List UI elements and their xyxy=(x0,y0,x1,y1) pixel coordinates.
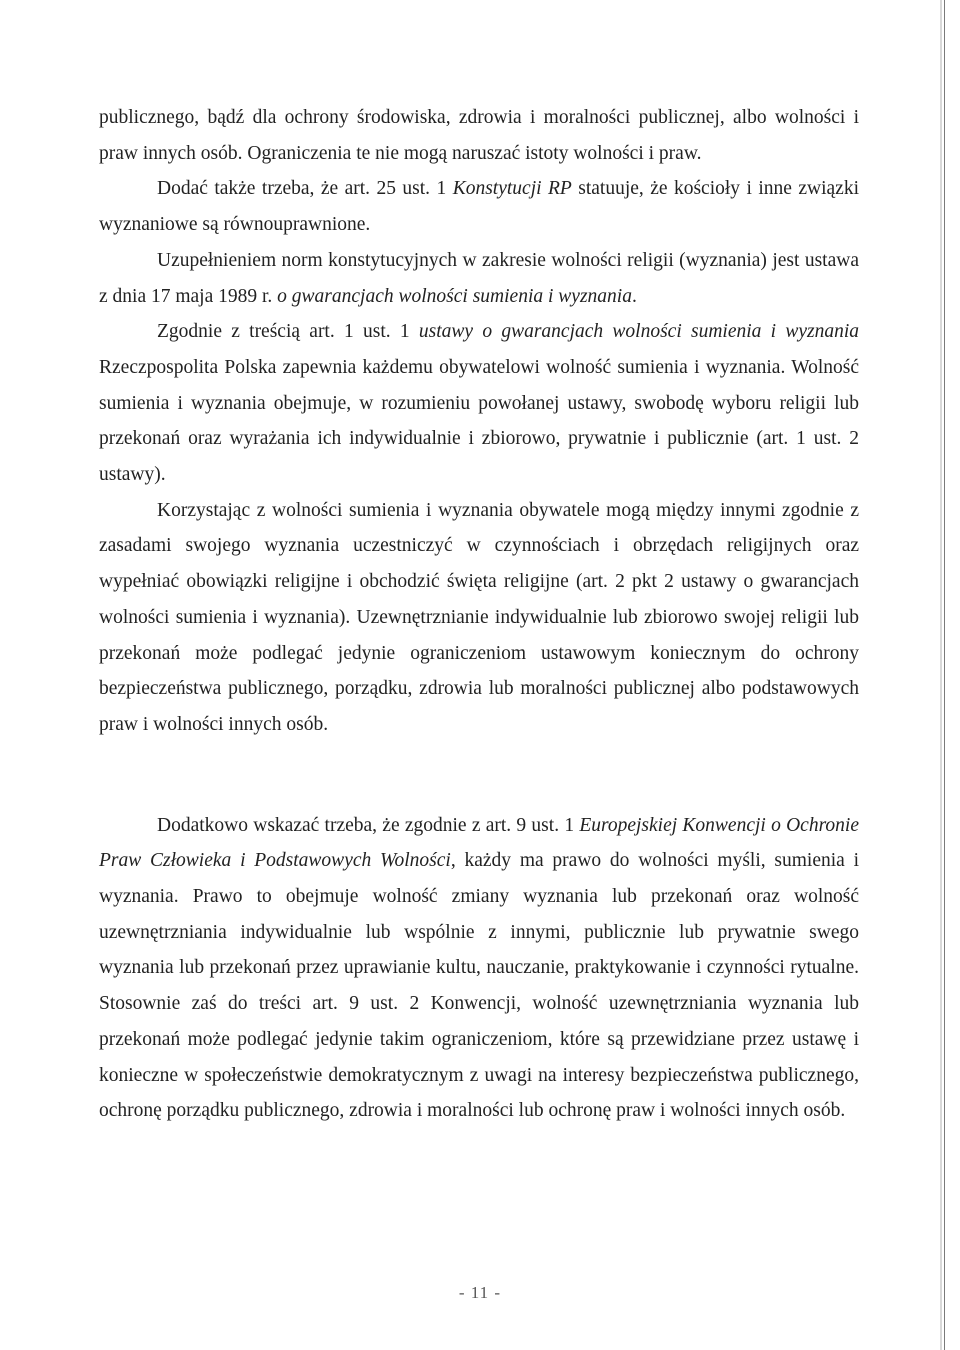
citation-act: ustawy o gwarancjach wolności sumienia i wyznania xyxy=(418,321,859,343)
paragraph-4: Zgodnie z treścią art. 1 ust. 1 ustawy o gwarancjach wolności sumienia i wyznania Rzeczpospolita Polska zapewnia każdemu obywatelowi wolność sumienia i wyznania. Wolność sumienia i wyznania obejmuje, w rozumieniu powołanej ustawy, swobodę wyboru religii lub przekonań oraz wyrażania ich indywidualnie i zbiorowo, prywatnie i publicznie (art. 1 ust. 2 ustawy). xyxy=(99,321,859,486)
scan-edge-line xyxy=(944,0,945,1350)
paragraph-5: Korzystając z wolności sumienia i wyznania obywatele mogą między innymi zgodnie z zasadami swojego wyznania uczestniczyć w czynnościach i obrzędach religijnych oraz wypełniać obowiązki religijne i obchodzić święta religijne (art. 2 pkt 2 ustawy o gwarancjach wolności sumienia i wyznania). Uzewnętrznianie indywidualnie lub zbiorowo swojej religii lub przekonań może podlegać jedynie ograniczeniom ustawowym koniecznym do ochrony bezpieczeństwa publicznego, porządku, zdrowia lub moralności publicznej albo podstawowych praw i wolności innych osób. xyxy=(99,499,859,735)
scan-edge-shadow xyxy=(940,0,942,1350)
paragraph-spacer xyxy=(99,743,859,808)
paragraph-3: Uzupełnieniem norm konstytucyjnych w zakresie wolności religii (wyznania) jest ustawa z dnia 17 maja 1989 r. o gwarancjach wolności sumienia i wyznania. xyxy=(99,249,859,307)
paragraph-1: publicznego, bądź dla ochrony środowiska, zdrowia i moralności publicznej, albo wolności i praw innych osób. Ograniczenia te nie mogą naruszać istoty wolności i praw. xyxy=(99,107,859,164)
citation-constitution: Konstytucji RP xyxy=(452,178,572,200)
citation-act-title: o gwarancjach wolności sumienia i wyznania xyxy=(277,285,632,307)
page-number: - 11 - xyxy=(458,1283,502,1302)
paragraph-2: Dodać także trzeba, że art. 25 ust. 1 Konstytucji RP statuuje, że kościoły i inne związki wyznaniowe są równouprawnione. xyxy=(99,178,859,236)
citation-convention: Europejskiej Konwencji o Ochronie Praw Człowieka i Podstawowych Wolności xyxy=(99,814,860,872)
document-body xyxy=(99,100,859,1129)
paragraph-6: Dodatkowo wskazać trzeba, że zgodnie z art. 9 ust. 1 Europejskiej Konwencji o Ochronie Praw Człowieka i Podstawowych Wolności, każdy ma prawo do wolności myśli, sumienia i wyznania. Prawo to obejmuje wolność zmiany wyznania lub przekonań oraz wolność uzewnętrzniania indywidualnie lub wspólnie z innymi, publicznie lub prywatnie swego wyznania lub przekonań przez uprawianie kultu, nauczanie, praktykowanie i czynności rytualne. Stosownie zaś do treści art. 9 ust. 2 Konwencji, wolność uzewnętrzniania wyznania lub przekonań może podlegać jedynie takim ograniczeniom, które są przewidziane przez ustawę i konieczne w społeczeństwie demokratycznym z uwagi na interesy bezpieczeństwa publicznego, ochronę porządku publicznego, zdrowia i moralności lub ochronę praw i wolności innych osób. xyxy=(99,814,860,1122)
